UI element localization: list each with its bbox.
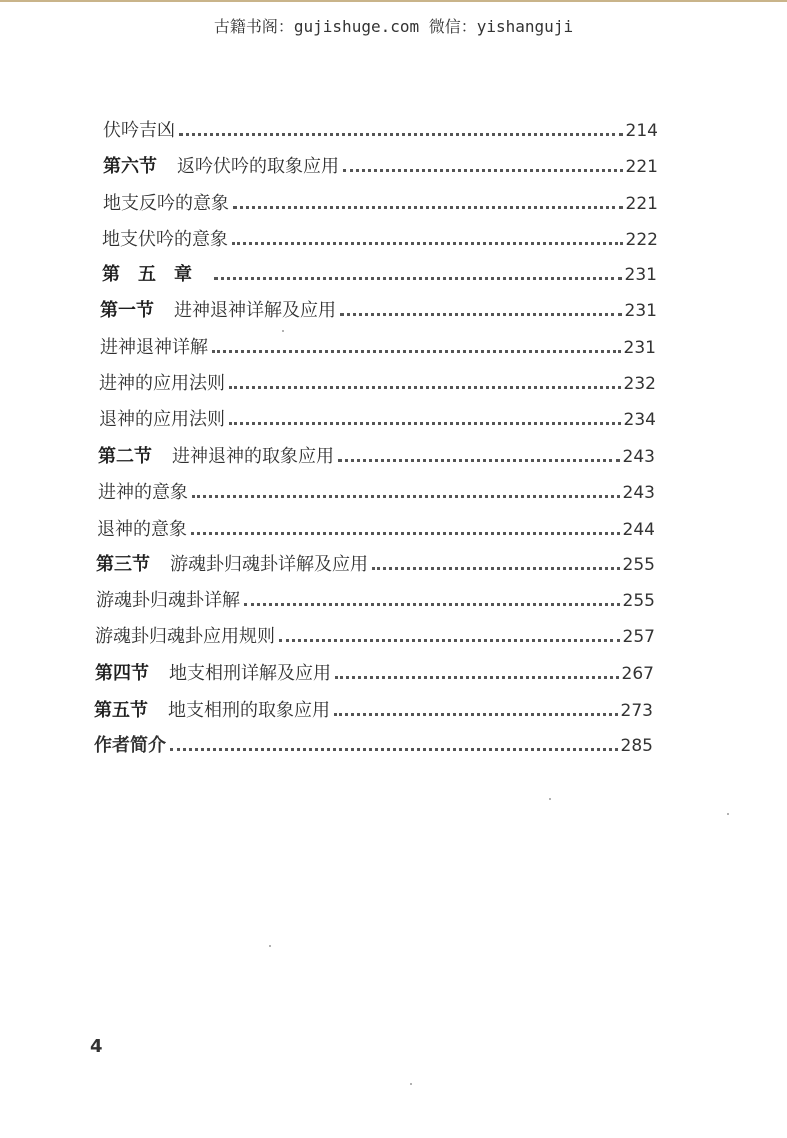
toc-entry[interactable]: [99, 371, 656, 397]
toc-entry[interactable]: [94, 733, 653, 759]
toc-entry-title: 游魂卦归魂卦详解及应用: [170, 554, 368, 575]
toc-section-label: 第五节: [94, 700, 148, 721]
toc-entry-title: 地支反吟的意象: [103, 193, 229, 214]
toc-entry-title: 进神的意象: [98, 482, 188, 503]
toc-entry[interactable]: [96, 588, 655, 614]
toc-entry-page: 244: [622, 520, 655, 540]
dot-leader: [170, 748, 618, 751]
toc-chapter-entry[interactable]: [102, 262, 657, 288]
toc-entry-page: 222: [625, 230, 658, 250]
toc-entry-title: 进神的应用法则: [99, 373, 225, 394]
toc-section-entry[interactable]: [100, 298, 657, 324]
toc-section-entry[interactable]: [98, 444, 655, 470]
toc-entry-page: 257: [622, 627, 655, 647]
dot-leader: [335, 676, 619, 679]
toc-entry-title: 进神退神详解及应用: [174, 300, 336, 321]
toc-entry-title: 退神的应用法则: [99, 409, 225, 430]
toc-entry-page: 243: [622, 447, 655, 467]
toc-entry-page: 255: [622, 555, 655, 575]
page-number: 4: [90, 1036, 103, 1057]
toc-entry-page: 232: [623, 374, 656, 394]
toc-entry-page: 231: [624, 301, 657, 321]
toc-chapter-label: 第五章: [102, 264, 210, 285]
dot-leader: [229, 386, 621, 389]
toc-entry-title: 进神退神的取象应用: [172, 446, 334, 467]
toc-entry[interactable]: [97, 517, 655, 543]
toc-entry[interactable]: [103, 191, 658, 217]
toc-entry-title: 地支伏吟的意象: [102, 229, 228, 250]
toc-entry-page: 231: [623, 338, 656, 358]
toc-section-label: 第二节: [98, 446, 152, 467]
scan-speck: [410, 1083, 412, 1085]
dot-leader: [214, 277, 622, 280]
toc-entry-page: 243: [622, 483, 655, 503]
dot-leader: [334, 713, 618, 716]
dot-leader: [212, 350, 621, 353]
dot-leader: [229, 422, 621, 425]
dot-leader: [191, 532, 620, 535]
toc-entry-page: 273: [620, 701, 653, 721]
toc-section-entry[interactable]: [94, 698, 653, 724]
toc-entry-title: 游魂卦归魂卦详解: [96, 590, 240, 611]
toc-entry[interactable]: [103, 118, 658, 144]
toc-section-entry[interactable]: [96, 552, 655, 578]
toc-entry-title: 退神的意象: [97, 519, 187, 540]
toc-entry-page: 221: [625, 157, 658, 177]
watermark-header: 古籍书阁：gujishuge.com 微信：yishanguji: [213, 17, 574, 36]
dot-leader: [179, 133, 623, 136]
toc-entry-page: 221: [625, 194, 658, 214]
toc-section-entry[interactable]: [103, 154, 658, 180]
dot-leader: [192, 495, 620, 498]
scan-speck: [549, 798, 551, 800]
toc-section-label: 第六节: [103, 156, 157, 177]
scan-speck: [282, 330, 284, 332]
dot-leader: [233, 206, 623, 209]
toc-entry-title: 进神退神详解: [100, 337, 208, 358]
toc-entry[interactable]: [100, 335, 656, 361]
toc-entry-page: 285: [620, 736, 653, 756]
toc-entry-title: 游魂卦归魂卦应用规则: [95, 626, 275, 647]
toc-entry-title: 地支相刑详解及应用: [169, 663, 331, 684]
dot-leader: [279, 639, 620, 642]
toc-entry-title: 地支相刑的取象应用: [168, 700, 330, 721]
dot-leader: [338, 459, 620, 462]
toc-entry[interactable]: [95, 624, 655, 650]
toc-entry[interactable]: [99, 407, 656, 433]
toc-section-label: 第四节: [95, 663, 149, 684]
toc-entry[interactable]: [102, 227, 658, 253]
toc-entry-title: 作者简介: [94, 735, 166, 756]
dot-leader: [340, 313, 622, 316]
dot-leader: [343, 169, 623, 172]
toc-entry-page: 234: [623, 410, 656, 430]
toc-section-label: 第一节: [100, 300, 154, 321]
toc-entry-title: 返吟伏吟的取象应用: [177, 156, 339, 177]
toc-entry-title: 伏吟吉凶: [103, 120, 175, 141]
toc-entry-page: 214: [625, 121, 658, 141]
dot-leader: [372, 567, 620, 570]
toc-entry-page: 267: [621, 664, 654, 684]
dot-leader: [232, 242, 623, 245]
toc-entry[interactable]: [98, 480, 655, 506]
toc-entry-page: 231: [624, 265, 657, 285]
toc-entry-page: 255: [622, 591, 655, 611]
scan-speck: [727, 813, 729, 815]
toc-section-entry[interactable]: [95, 661, 654, 687]
toc-section-label: 第三节: [96, 554, 150, 575]
dot-leader: [244, 603, 620, 606]
scan-speck: [269, 945, 271, 947]
